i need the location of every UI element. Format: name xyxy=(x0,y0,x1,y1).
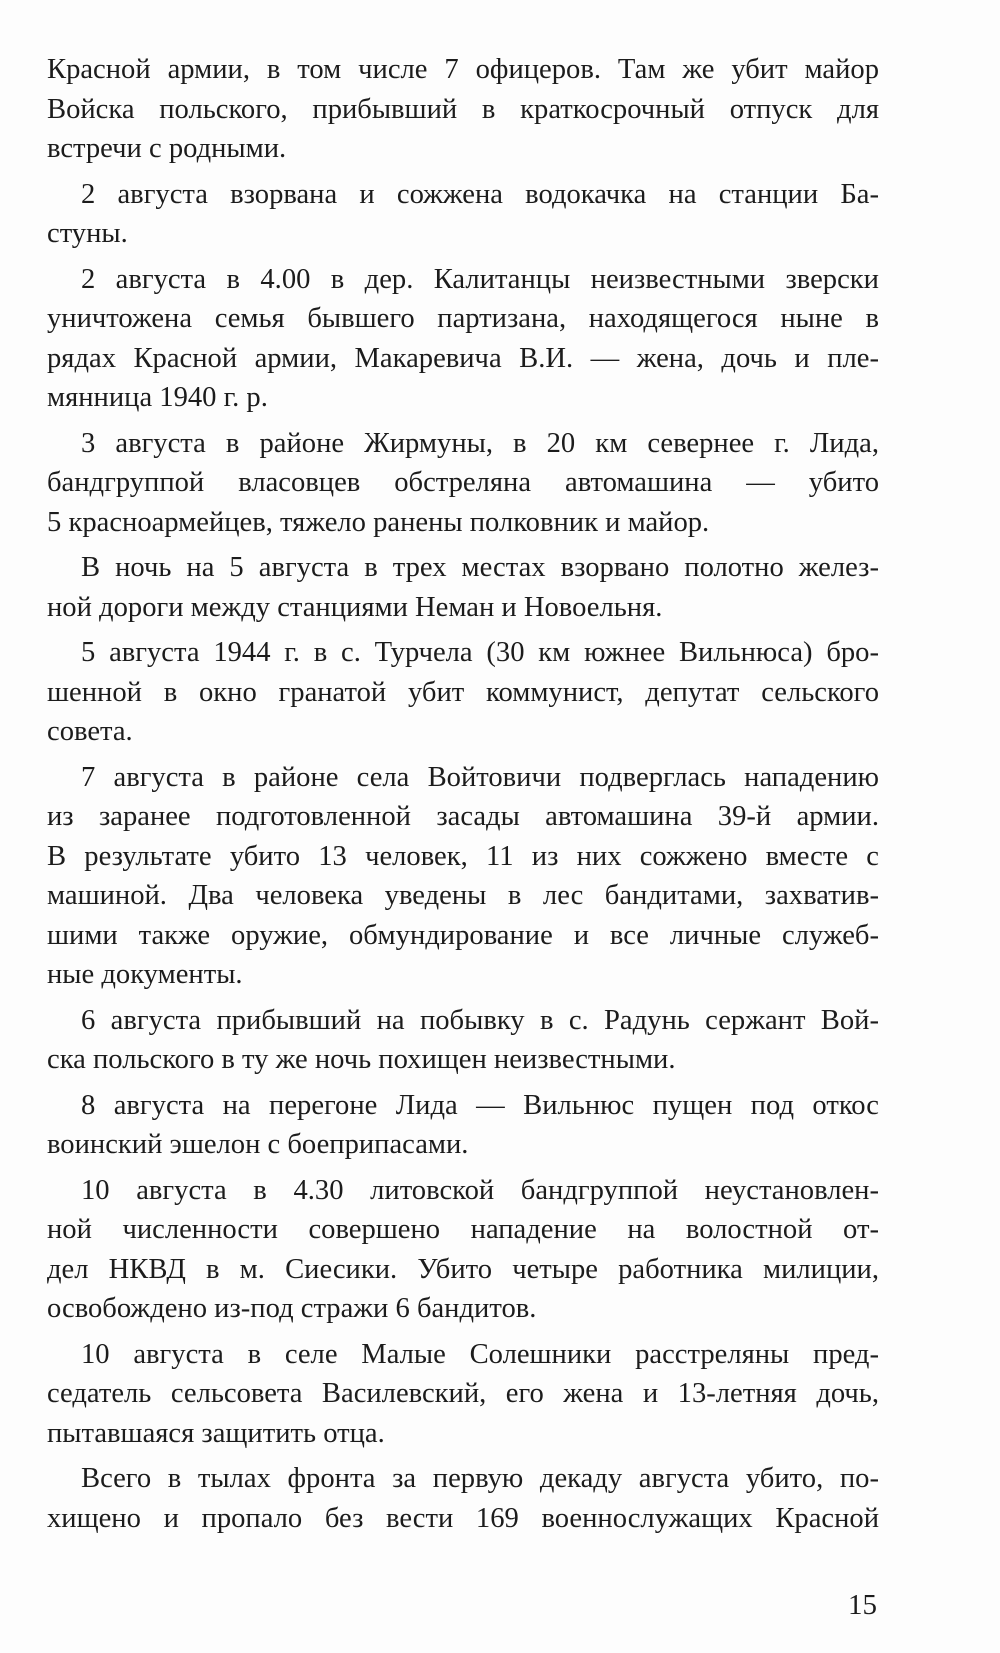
paragraph xyxy=(47,758,879,995)
text-line: 10 августа в селе Малые Солешники расстреляны пред- xyxy=(81,1338,879,1370)
text-line: Всего в тылах фронта за первую декаду августа убито, по- xyxy=(81,1463,879,1494)
text-line: шенной в окно гранатой убит коммунист, депутат сельского xyxy=(47,676,879,708)
text-line: уничтожена семья бывшего партизана, находящегося ныне в xyxy=(47,303,879,334)
page-number: 15 xyxy=(848,1589,877,1621)
text-line: освобождено из-под стражи 6 бандитов. xyxy=(47,1293,537,1324)
text-line: пытавшаяся защитить отца. xyxy=(47,1417,385,1449)
text-line: 2 августа взорвана и сожжена водокачка на станции Ба- xyxy=(81,178,879,210)
text-line: 7 августа в районе села Войтовичи подверглась нападению xyxy=(81,761,879,793)
text-line: 8 августа на перегоне Лида — Вильнюс пущен под откос xyxy=(81,1089,879,1121)
text-line: 6 августа прибывший на побывку в с. Радунь сержант Вой- xyxy=(81,1004,879,1036)
text-line: 5 августа 1944 г. в с. Турчела (30 км южнее Вильнюса) бро- xyxy=(81,637,879,668)
paragraph xyxy=(47,1001,879,1080)
paragraph xyxy=(47,1459,879,1538)
paragraph xyxy=(47,424,879,543)
text-line: ной дороги между станциями Неман и Новоельня. xyxy=(47,591,663,623)
text-line: шими также оружие, обмундирование и все личные служеб- xyxy=(47,919,879,951)
text-line: рядах Красной армии, Макаревича В.И. — жена, дочь и пле- xyxy=(47,342,879,374)
text-line: хищено и пропало без вести 169 военнослужащих Красной xyxy=(47,1502,879,1534)
text-line: встречи с родными. xyxy=(47,133,287,164)
text-line: ной численности совершено нападение на волостной от- xyxy=(47,1214,879,1245)
text-line: машиной. Два человека уведены в лес бандитами, захватив- xyxy=(47,880,879,911)
paragraph xyxy=(47,1086,879,1165)
text-line: из заранее подготовленной засады автомашина 39-й армии. xyxy=(47,801,879,832)
text-line: Красной армии, в том числе 7 офицеров. Там же убит майор xyxy=(47,54,879,85)
text-line: мянница 1940 г. р. xyxy=(47,382,268,413)
body-text xyxy=(47,50,879,1544)
paragraph xyxy=(47,175,879,254)
paragraph xyxy=(47,50,879,169)
text-line: 2 августа в 4.00 в дер. Калитанцы неизвестными зверски xyxy=(81,263,879,295)
text-line: ные документы. xyxy=(47,959,243,990)
text-line: стуны. xyxy=(47,218,128,249)
text-line: совета. xyxy=(47,716,133,747)
text-line: Войска польского, прибывший в краткосрочный отпуск для xyxy=(47,93,879,125)
text-line: седатель сельсовета Василевский, его жена и 13-летняя дочь, xyxy=(47,1378,879,1409)
paragraph xyxy=(47,633,879,752)
text-line: В ночь на 5 августа в трех местах взорвано полотно желез- xyxy=(81,552,879,583)
text-line: бандгруппой власовцев обстреляна автомашина — убито xyxy=(47,467,879,498)
text-line: 3 августа в районе Жирмуны, в 20 км севернее г. Лида, xyxy=(81,427,879,459)
paragraph xyxy=(47,260,879,418)
paragraph xyxy=(47,548,879,627)
text-line: 5 красноармейцев, тяжело ранены полковник и майор. xyxy=(47,506,710,538)
text-line: В результате убито 13 человек, 11 из них сожжено вместе с xyxy=(47,840,879,872)
paragraph xyxy=(47,1171,879,1329)
text-line: 10 августа в 4.30 литовской бандгруппой неустановлен- xyxy=(81,1174,879,1206)
text-line: дел НКВД в м. Сиесики. Убито четыре работника милиции, xyxy=(47,1253,879,1285)
text-line: ска польского в ту же ночь похищен неизвестными. xyxy=(47,1044,676,1075)
text-line: воинский эшелон с боеприпасами. xyxy=(47,1129,469,1160)
paragraph xyxy=(47,1335,879,1454)
